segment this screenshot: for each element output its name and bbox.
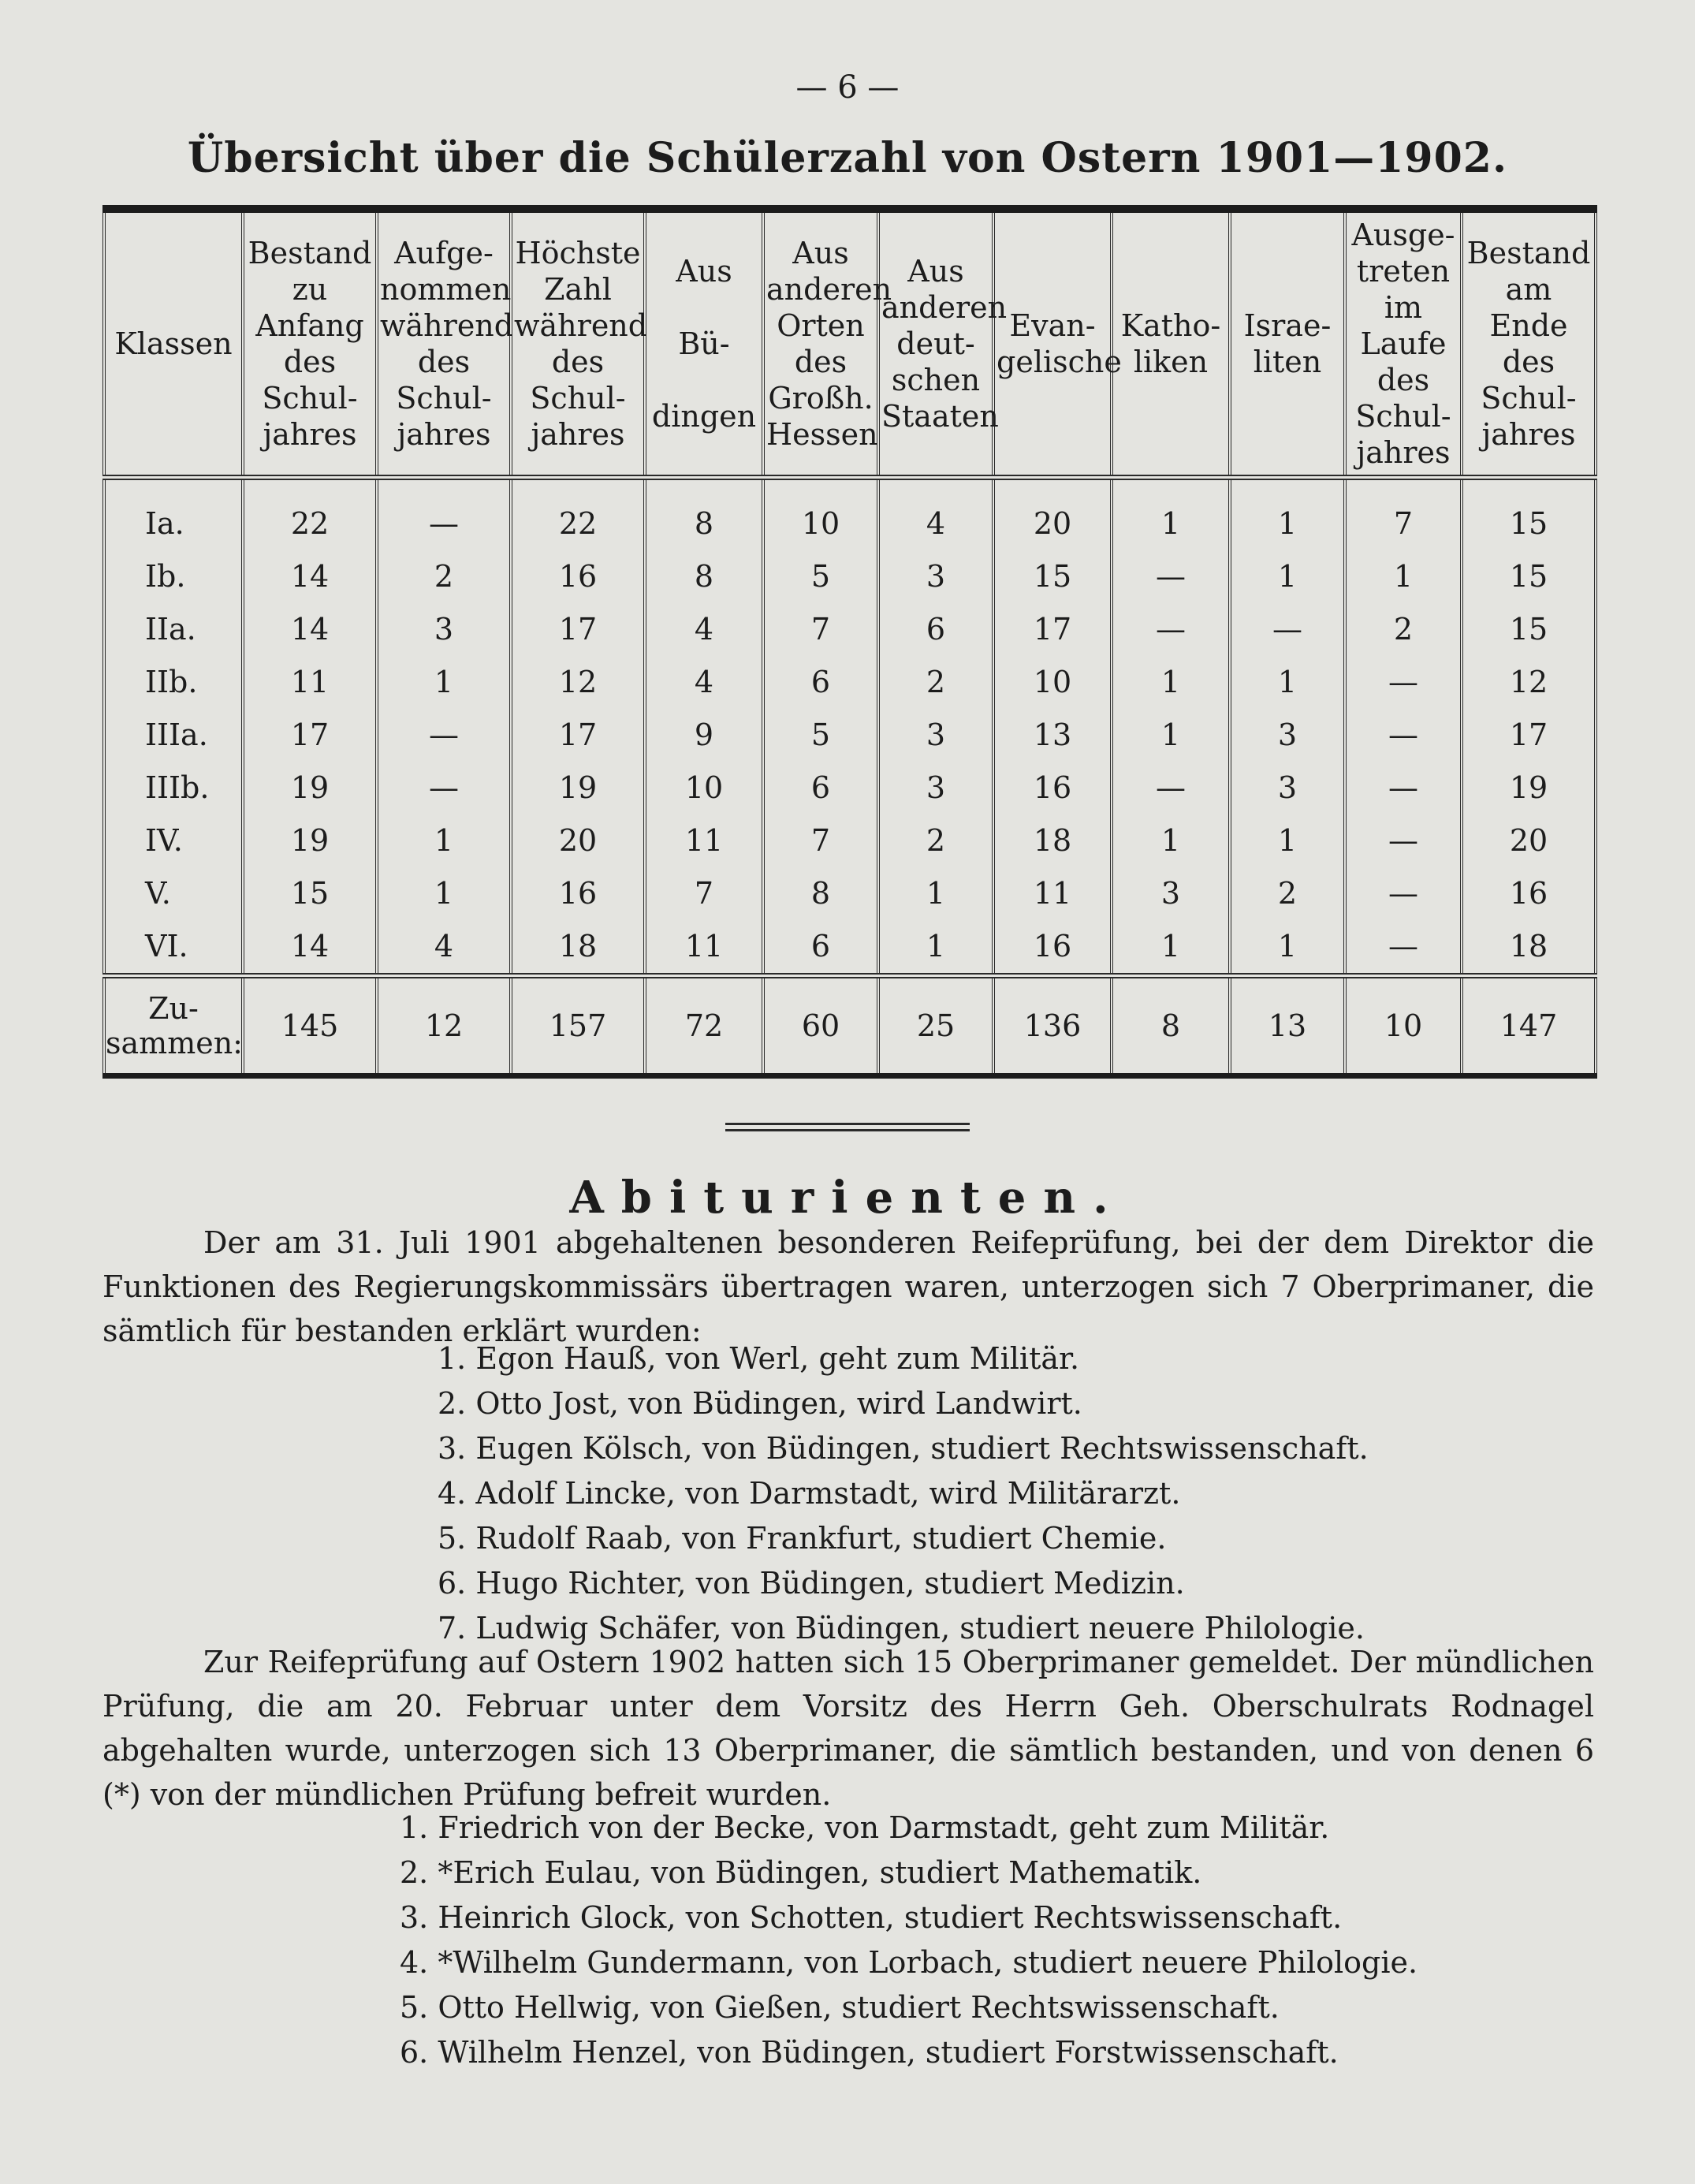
table-row [104,814,1596,867]
table-cell: 1 [878,867,993,920]
table-cell: 1 [377,867,511,920]
table-cell: 15 [243,867,377,920]
table-cell: 1 [1230,920,1345,976]
table-cell: — [1345,656,1462,709]
total-cell: 25 [878,975,993,1075]
table-cell: 17 [511,709,645,762]
total-cell: 60 [763,975,878,1075]
table-cell: 12 [511,656,645,709]
table-cell: — [1345,867,1462,920]
column-header: Aus anderen Orten des Großh. Hessen [763,209,878,477]
table-cell: 1 [1112,477,1230,550]
total-cell: 145 [243,975,377,1075]
table-cell: 10 [763,477,878,550]
table-cell: 18 [511,920,645,976]
column-header: Aus anderen deut- schen Staaten [878,209,993,477]
table-cell: — [1112,762,1230,814]
list-item: 6. Hugo Richter, von Büdingen, studiert Medizin. [438,1566,1185,1601]
list-item: 3. Eugen Kölsch, von Büdingen, studiert Rechtswissenschaft. [438,1431,1369,1466]
column-header: Israe- liten [1230,209,1345,477]
class-label: IIa. [104,603,243,656]
table-cell: 3 [878,762,993,814]
table-cell: 20 [1462,814,1596,867]
total-cell: 147 [1462,975,1596,1075]
table-cell: — [377,762,511,814]
class-label: VI. [104,920,243,976]
class-label: IV. [104,814,243,867]
total-cell: 13 [1230,975,1345,1075]
table-row [104,867,1596,920]
table-cell: 1 [1230,656,1345,709]
table-cell: 20 [993,477,1112,550]
table-header-row [104,209,1596,477]
total-cell: 8 [1112,975,1230,1075]
column-header: Katho- liken [1112,209,1230,477]
table-cell: 14 [243,603,377,656]
table-cell: 22 [511,477,645,550]
list-item: 4. Adolf Lincke, von Darmstadt, wird Militärarzt. [438,1476,1181,1511]
table-cell: 1 [1345,550,1462,603]
table-cell: — [1345,709,1462,762]
table-cell: 15 [993,550,1112,603]
total-cell: 10 [1345,975,1462,1075]
table-row [104,477,1596,550]
table-cell: 10 [993,656,1112,709]
table-row [104,656,1596,709]
column-header: Bestand am Ende des Schul- jahres [1462,209,1596,477]
table-cell: 4 [377,920,511,976]
table-cell: 15 [1462,477,1596,550]
table-cell: 22 [243,477,377,550]
table-cell: — [377,709,511,762]
table-cell: 12 [1462,656,1596,709]
table-cell: 17 [243,709,377,762]
table-cell: 1 [1112,920,1230,976]
column-header: Ausge- treten im Laufe des Schul- jahres [1345,209,1462,477]
total-cell: 157 [511,975,645,1075]
table-cell: 18 [1462,920,1596,976]
table-cell: 9 [645,709,763,762]
column-header: Aufge- nommen während des Schul- jahres [377,209,511,477]
table-cell: 3 [377,603,511,656]
table-cell: — [1112,603,1230,656]
table-cell: 2 [878,814,993,867]
table-cell: 2 [377,550,511,603]
table-cell: 5 [763,550,878,603]
table-cell: 19 [511,762,645,814]
table-cell: 17 [511,603,645,656]
table-cell: — [377,477,511,550]
table-cell: — [1345,762,1462,814]
table-cell: 2 [1345,603,1462,656]
table-row [104,550,1596,603]
table-cell: 18 [993,814,1112,867]
table-cell: 16 [993,762,1112,814]
class-label: IIb. [104,656,243,709]
table-cell: — [1345,920,1462,976]
table-cell: 3 [1230,762,1345,814]
table-cell: — [1230,603,1345,656]
list-item: 4. *Wilhelm Gundermann, von Lorbach, studiert neuere Philologie. [400,1945,1418,1980]
graduates-list-2 [400,1806,1417,2075]
table-cell: 16 [993,920,1112,976]
section-divider [725,1123,970,1131]
table-cell: 6 [763,920,878,976]
table-cell: 17 [993,603,1112,656]
list-item: 5. Otto Hellwig, von Gießen, studiert Rechtswissenschaft. [400,1990,1280,2025]
page-number: — 6 — [795,69,900,106]
column-header: Evan- gelische [993,209,1112,477]
class-label: IIIb. [104,762,243,814]
table-cell: 1 [1112,814,1230,867]
list-item: 2. *Erich Eulau, von Büdingen, studiert Mathematik. [400,1855,1202,1890]
column-header: Höchste Zahl während des Schul- jahres [511,209,645,477]
table-cell: 8 [763,867,878,920]
table-cell: 19 [1462,762,1596,814]
table-cell: 16 [1462,867,1596,920]
table-cell: 7 [763,814,878,867]
table-cell: 10 [645,762,763,814]
table-cell: 16 [511,867,645,920]
table-cell: — [1112,550,1230,603]
table-cell: 4 [645,656,763,709]
total-cell: 12 [377,975,511,1075]
table-cell: 1 [1230,550,1345,603]
table-cell: 1 [1230,477,1345,550]
table-cell: 1 [1112,656,1230,709]
table-cell: 1 [377,656,511,709]
table-cell: 11 [243,656,377,709]
table-cell: 6 [763,762,878,814]
table-cell: 11 [645,814,763,867]
table-cell: 13 [993,709,1112,762]
table-total-row [104,975,1596,1075]
table-cell: 19 [243,762,377,814]
table-cell: 1 [1230,814,1345,867]
table-cell: 14 [243,920,377,976]
class-label: V. [104,867,243,920]
graduates-list-1 [438,1336,1369,1651]
total-label: Zu- sammen: [104,975,243,1075]
total-cell: 72 [645,975,763,1075]
class-label: Ib. [104,550,243,603]
table-cell: 11 [645,920,763,976]
table-cell: 2 [1230,867,1345,920]
section-title: Abiturienten. [569,1172,1126,1224]
page-title: Übersicht über die Schülerzahl von Ostern 1901—1902. [187,134,1508,182]
table-body [104,477,1596,975]
list-item: 6. Wilhelm Henzel, von Büdingen, studiert Forstwissenschaft. [400,2035,1339,2070]
column-header: Bestand zu Anfang des Schul- jahres [243,209,377,477]
list-item: 2. Otto Jost, von Büdingen, wird Landwirt. [438,1386,1082,1421]
table-cell: 1 [878,920,993,976]
table-row [104,709,1596,762]
table-cell: 3 [1112,867,1230,920]
list-item: 1. Friedrich von der Becke, von Darmstadt, geht zum Militär. [400,1810,1330,1845]
table-cell: 7 [1345,477,1462,550]
table-cell: 3 [1230,709,1345,762]
table-cell: 3 [878,709,993,762]
table-cell: 1 [1112,709,1230,762]
table-cell: 4 [878,477,993,550]
table-cell: 15 [1462,550,1596,603]
table-cell: 20 [511,814,645,867]
table-row [104,920,1596,976]
table-cell: 8 [645,477,763,550]
table-cell: — [1345,814,1462,867]
table-cell: 15 [1462,603,1596,656]
column-header: Klassen [104,209,243,477]
total-cell: 136 [993,975,1112,1075]
table-cell: 6 [878,603,993,656]
table-cell: 16 [511,550,645,603]
student-count-table [102,205,1594,1079]
table-cell: 19 [243,814,377,867]
table-row [104,762,1596,814]
table-cell: 2 [878,656,993,709]
table-row [104,603,1596,656]
class-label: IIIa. [104,709,243,762]
column-header: Aus Bü- dingen [645,209,763,477]
list-item: 1. Egon Hauß, von Werl, geht zum Militär. [438,1341,1080,1376]
paragraph-2: Zur Reifeprüfung auf Ostern 1902 hatten sich 15 Oberprimaner gemeldet. Der mündlichen Prüfung, die am 20. Februar unter dem Vorsitz des Herrn Geh. Oberschulrats Rodnagel abgehalten wurde, unterzogen sich 13 Oberprimaner, die sämtlich bestanden, und von denen 6 (*) von der mündlichen Prüfung befreit wurden. [102,1645,1594,1812]
table-cell: 1 [377,814,511,867]
table-cell: 4 [645,603,763,656]
paragraph-1: Der am 31. Juli 1901 abgehaltenen besonderen Reifeprüfung, bei der dem Direktor die Funktionen des Regierungskommissärs übertragen waren, unterzogen sich 7 Oberprimaner, die sämtlich für bestanden erklärt wurden: [102,1225,1594,1348]
table-cell: 7 [645,867,763,920]
table-cell: 3 [878,550,993,603]
class-label: Ia. [104,477,243,550]
table-cell: 5 [763,709,878,762]
table-cell: 11 [993,867,1112,920]
list-item: 3. Heinrich Glock, von Schotten, studiert Rechtswissenschaft. [400,1900,1343,1935]
table-cell: 6 [763,656,878,709]
table-cell: 7 [763,603,878,656]
table-cell: 14 [243,550,377,603]
table-cell: 17 [1462,709,1596,762]
table-cell: 8 [645,550,763,603]
list-item: 5. Rudolf Raab, von Frankfurt, studiert Chemie. [438,1521,1167,1556]
list-item: 7. Ludwig Schäfer, von Büdingen, studiert neuere Philologie. [438,1611,1365,1645]
